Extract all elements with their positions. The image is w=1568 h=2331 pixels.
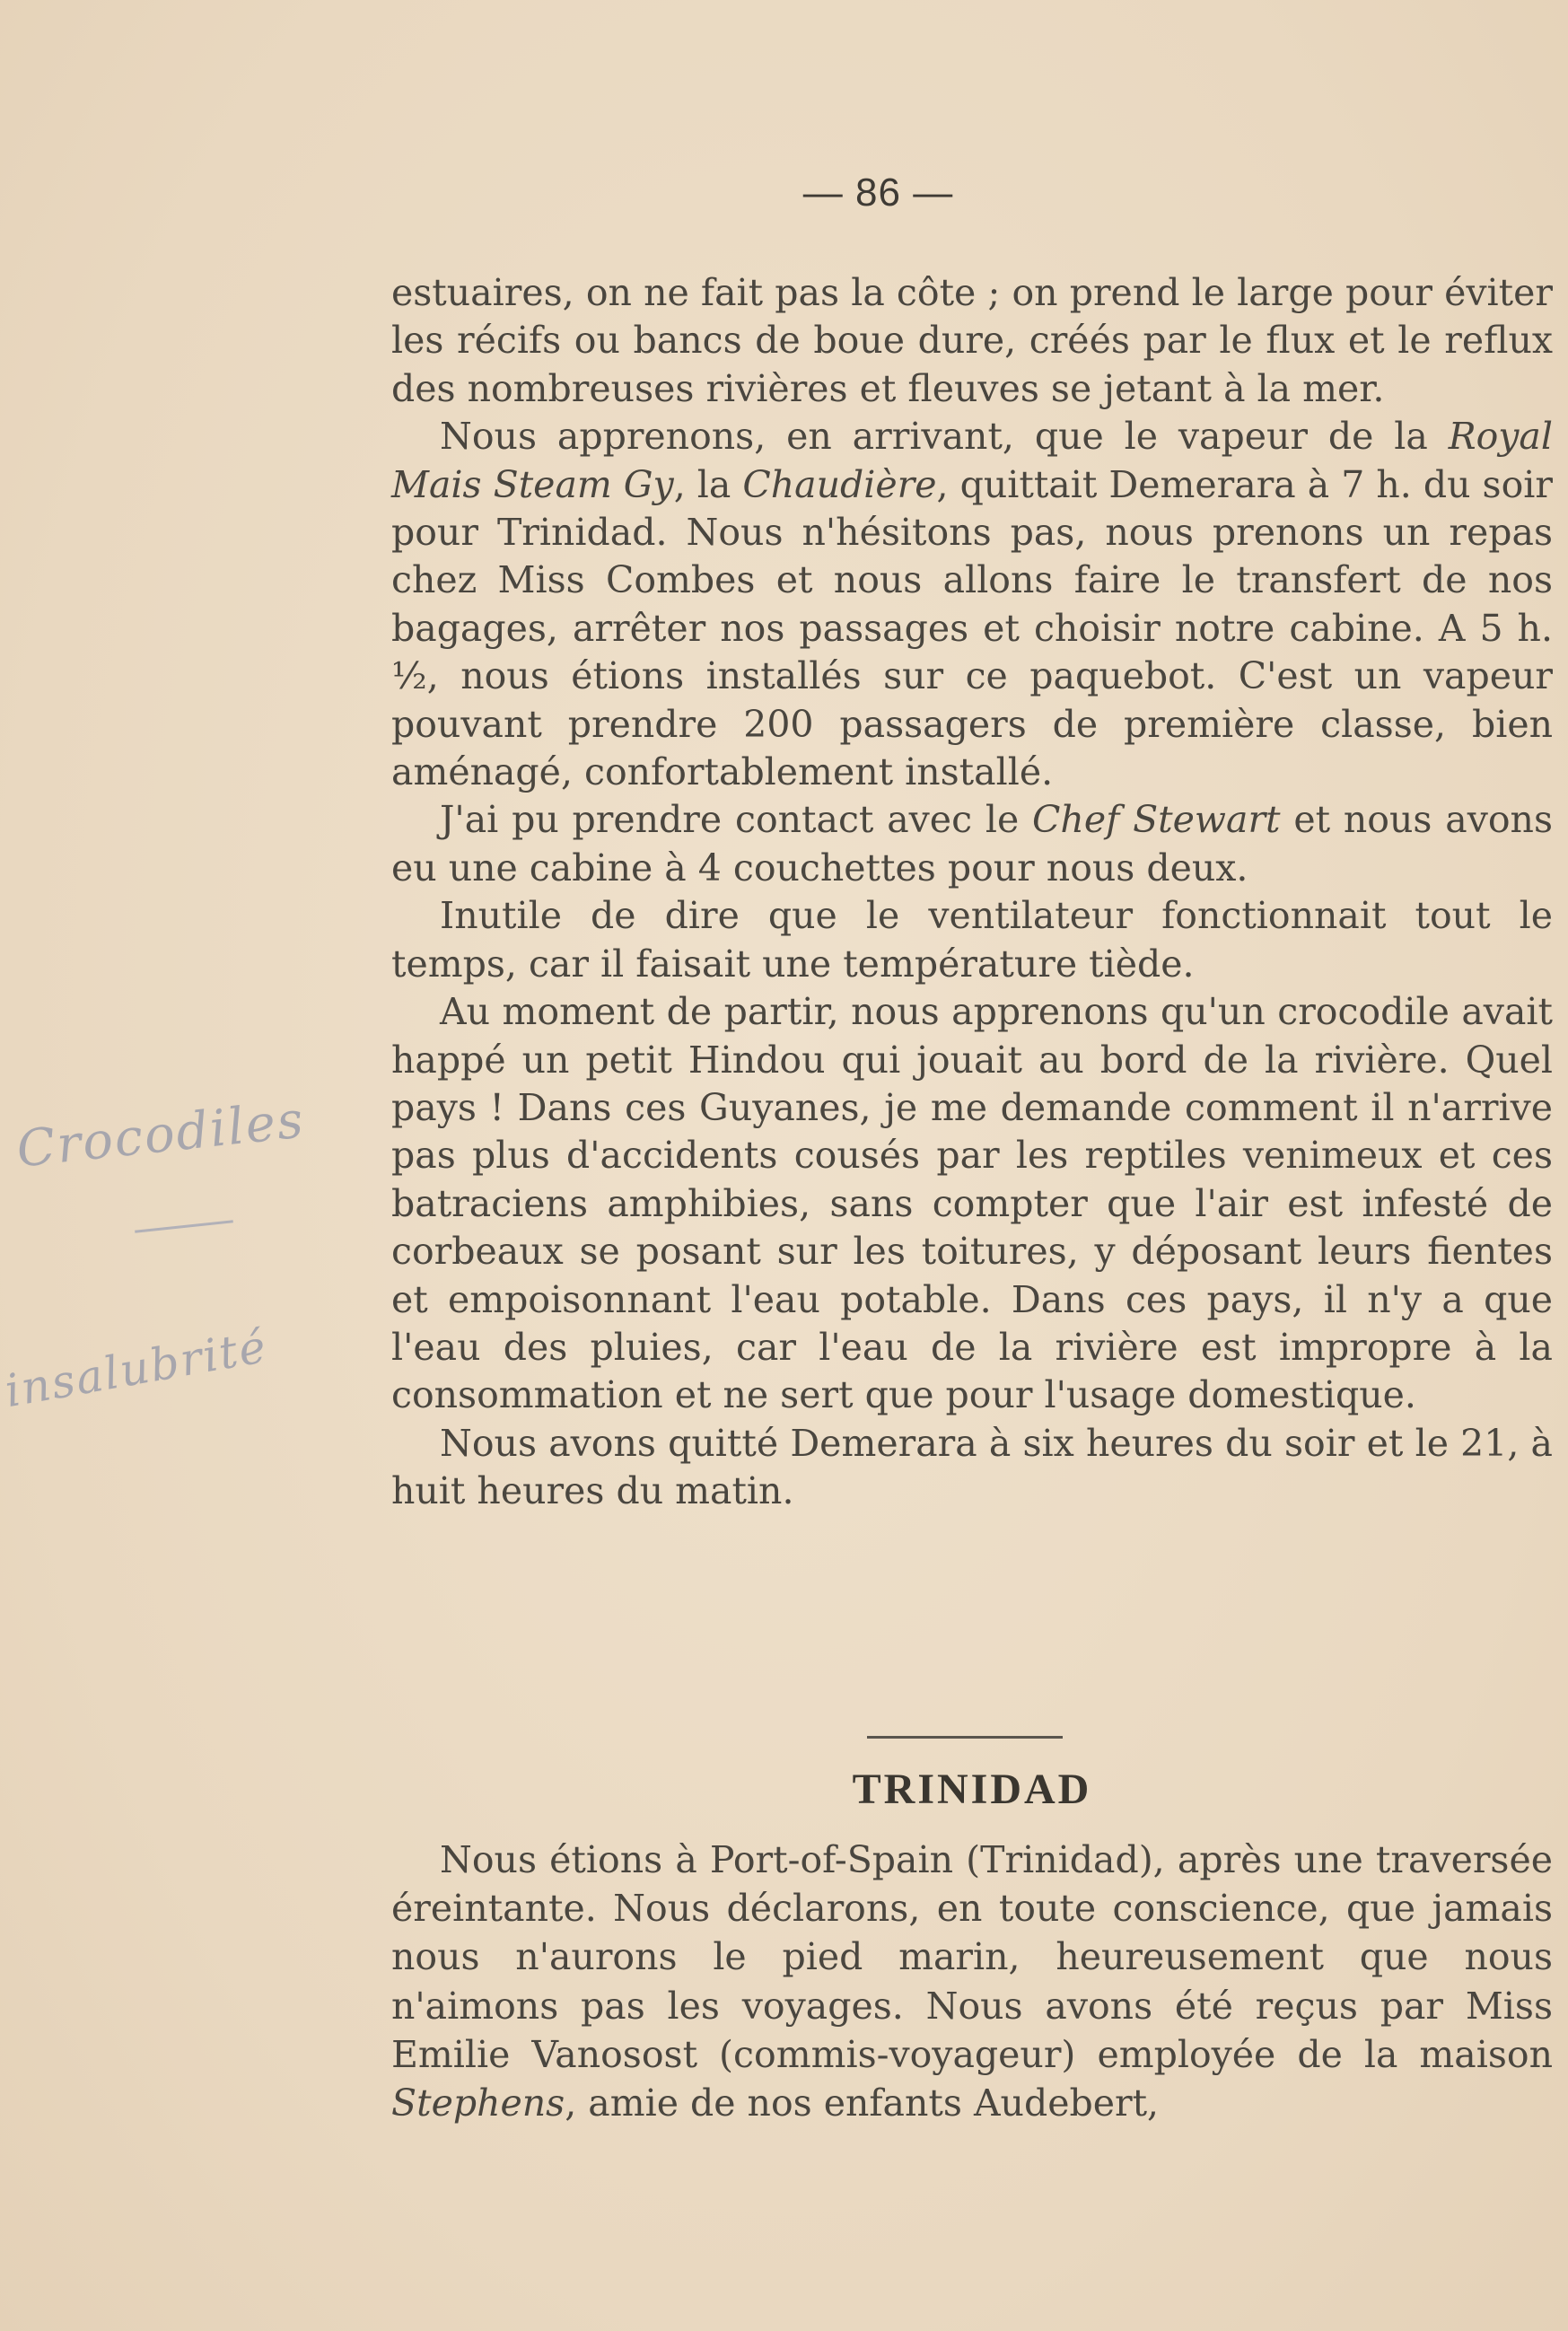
handwritten-margin-note: insalubrité: [1, 1319, 272, 1418]
paragraph: [391, 796, 1553, 892]
paragraph-text: J'ai pu prendre contact avec le: [440, 798, 1033, 842]
body-text: [391, 269, 1553, 1516]
person-title: Chef Stewart: [1032, 798, 1281, 842]
paragraph: Nous avons quitté Demerara à six heures du soir et le 21, à huit heures du matin.: [391, 1421, 1553, 1513]
margin-note-underline: [135, 1220, 233, 1232]
paragraph-text: Nous étions à Port-of-Spain (Trinidad), après une traversée éreintante. Nous déclarons, en toute conscience, que jamais nous n'aurons le pied marin, heureusement que nous n'aimons pas les voyages. Nous avons été reçus par Miss Emilie Vanosost (commis-voyageur) employée de la maison: [391, 1838, 1553, 2076]
paragraph-text: , quittait Demerara à 7 h. du soir pour Trinidad. Nous n'hésitons pas, nous prenons un repas chez Miss Combes et nous allons faire le transfert de nos bagages, arrêter nos passages et choisir notre cabine. A 5 h. ½, nous étions installés sur ce paquebot. C'est un vapeur pouvant prendre 200 passagers de première classe, bien aménagé, confortablement installé.: [391, 462, 1553, 794]
paragraph-text: Nous apprenons, en arrivant, que le vapeur de la: [440, 415, 1449, 459]
paragraph: estuaires, on ne fait pas la côte ; on prend le large pour éviter les récifs ou bancs de boue dure, créés par le flux et le reflux des nombreuses rivières et fleuves se jetant à la mer.: [391, 271, 1553, 410]
ship-name: Chaudière: [742, 462, 937, 506]
handwritten-margin-note: Crocodiles: [13, 1091, 308, 1179]
page-number: — 86 —: [802, 171, 954, 215]
company-name: Stephens: [391, 2081, 565, 2125]
paragraph: [391, 413, 1553, 796]
paragraph: Inutile de dire que le ventilateur fonctionnait tout le temps, car il faisait une température tiède.: [391, 894, 1553, 986]
section-text: [391, 1836, 1553, 2127]
paragraph: Au moment de partir, nous apprenons qu'un crocodile avait happé un petit Hindou qui jouait au bord de la rivière. Quel pays ! Dans ces Guyanes, je me demande comment il n'arrive pas plus d'accidents cousés par les reptiles venimeux et ces batraciens amphibies, sans compter que l'air est infesté de corbeaux se posant sur les toitures, y déposant leurs fientes et empoisonnant l'eau potable. Dans ces pays, il n'y a que l'eau des pluies, car l'eau de la rivière est impropre à la consommation et ne sert que pour l'usage domestique.: [391, 990, 1553, 1417]
section-divider: [867, 1736, 1063, 1739]
paragraph-text: , amie de nos enfants Audebert,: [565, 2081, 1160, 2125]
section-heading: TRINIDAD: [852, 1766, 1092, 1813]
ship-line-name: Royal Mais Steam Gy: [391, 415, 1553, 506]
paragraph-text: et nous avons eu une cabine à 4 couchettes pour nous deux.: [391, 798, 1553, 889]
paragraph-text: , la: [673, 462, 743, 506]
paragraph: [391, 1836, 1553, 2127]
